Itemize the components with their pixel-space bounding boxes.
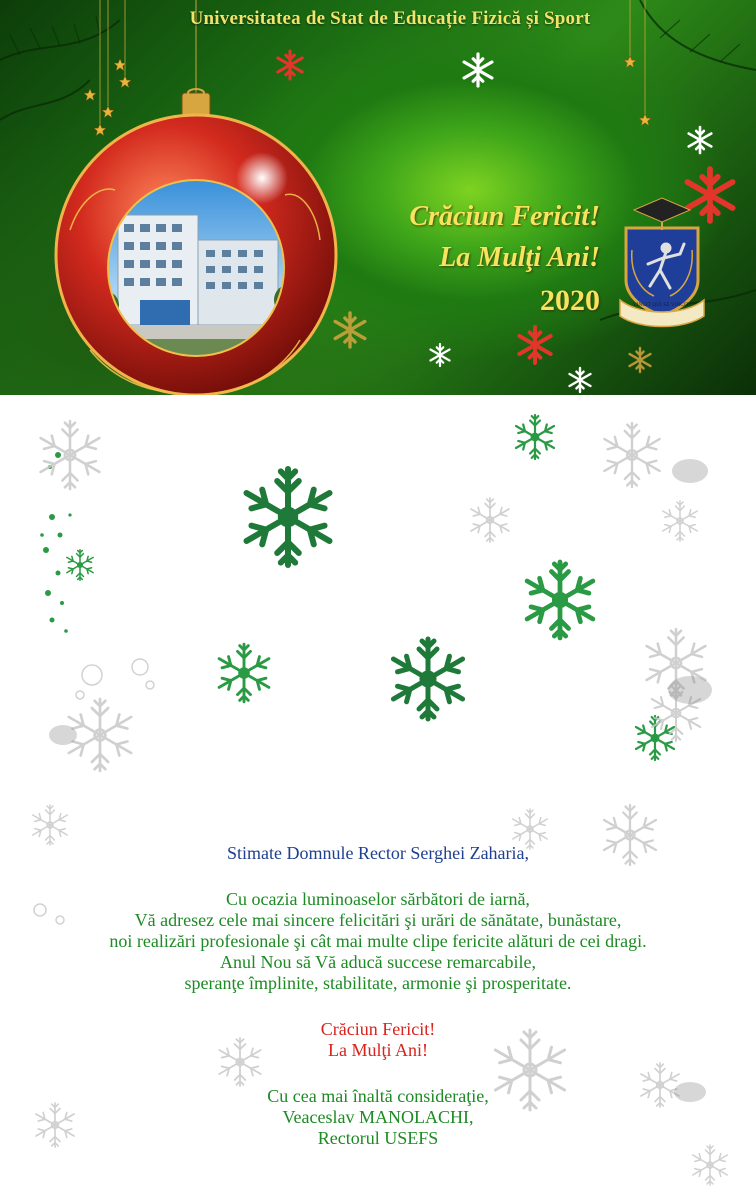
greeting-new-year: La Mulţi Ani! (439, 242, 600, 273)
signatory-name: Veaceslav MANOLACHI, (282, 1107, 474, 1127)
snowflake-icon (246, 469, 329, 565)
snowflake-icon (67, 550, 93, 580)
letter-line: noi realizări profesionale şi cât mai multe clipe fericite alături de cei dragi. (109, 931, 647, 951)
closing-phrase: Cu cea mai înaltă consideraţie, (267, 1086, 489, 1106)
greeting-year: 2020 (540, 284, 600, 317)
snowflake-icon (393, 639, 462, 719)
letter-line: Vă adresez cele mai sincere felicitări şi urări de sănătate, bunăstare, (134, 910, 622, 930)
letter-line: speranţe împlinite, stabilitate, armonie şi prosperitate. (184, 973, 572, 993)
university-title: Universitatea de Stat de Educație Fizică și Sport (189, 8, 591, 29)
greeting-christmas: Crăciun Fericit! (409, 201, 600, 232)
closing-block (0, 1086, 756, 1149)
letter-paragraph (0, 889, 756, 994)
crest-motto: VINCIT QUI SE VINCIT (632, 303, 690, 308)
snowflake-icon (516, 415, 554, 459)
snowflake-icon (219, 644, 269, 702)
banner-artwork (0, 0, 756, 395)
salutation: Stimate Domnule Rector Serghei Zaharia, (226, 843, 530, 863)
wish-new-year: La Mulţi Ani! (328, 1040, 428, 1060)
letter-body (0, 843, 756, 1149)
holiday-wish (0, 1019, 756, 1061)
snowflake-icon (636, 716, 674, 760)
wish-christmas: Crăciun Fericit! (320, 1019, 436, 1039)
letter-line: Cu ocazia luminoaselor sărbători de iarnă, (226, 889, 530, 909)
snowflake-icon (527, 562, 593, 638)
ornament-ball (56, 0, 336, 395)
dots-decoration (40, 452, 71, 633)
greeting-banner (0, 0, 756, 395)
letter-line: Anul Nou să Vă aducă succese remarcabile, (219, 952, 537, 972)
signatory-title: Rectorul USEFS (317, 1128, 439, 1148)
